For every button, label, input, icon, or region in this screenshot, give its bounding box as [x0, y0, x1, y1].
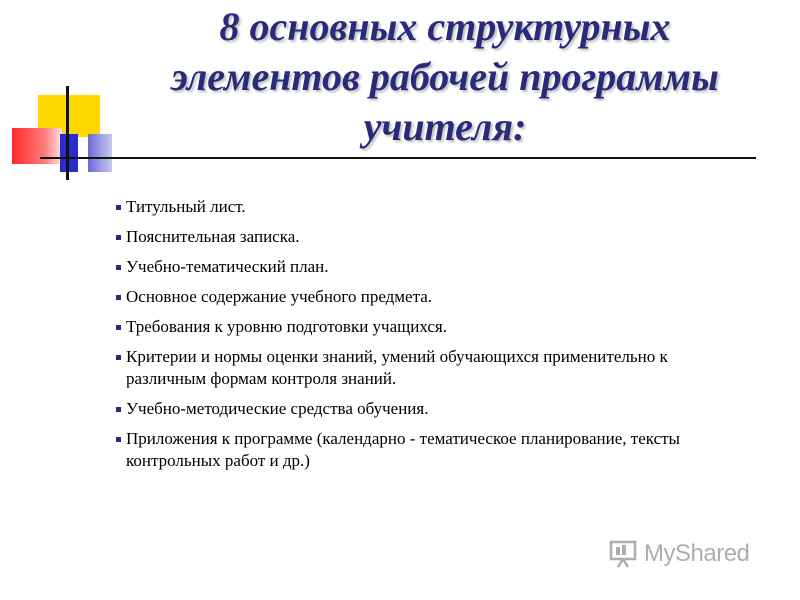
list-item	[116, 196, 716, 218]
blue-square	[60, 134, 78, 172]
list-item-text: Учебно-тематический план.	[126, 257, 329, 276]
list-item-text: Критерии и нормы оценки знаний, умений обучающихся применительно к различным формам контроля знаний.	[126, 347, 668, 388]
list-item-text: Основное содержание учебного предмета.	[126, 287, 433, 306]
decorative-squares	[0, 0, 120, 190]
title-line-2: элементов рабочей программы	[171, 54, 719, 99]
bullet-square-icon	[116, 407, 121, 412]
myshared-watermark	[608, 538, 749, 570]
title-line-1: 8 основных структурных	[219, 4, 671, 49]
light-blue-square	[88, 134, 112, 172]
bullet-square-icon	[116, 265, 121, 270]
bullet-square-icon	[116, 355, 121, 360]
list-item	[116, 428, 716, 472]
list-item-text: Приложения к программе (календарно - тематическое планирование, тексты контрольных работ и др.)	[126, 429, 680, 470]
list-item	[116, 286, 716, 308]
list-item-text: Пояснительная записка.	[126, 227, 300, 246]
watermark-text: MyShared	[644, 540, 750, 567]
title-line-3: учителя:	[363, 104, 527, 149]
bullet-square-icon	[116, 437, 121, 442]
list-item-text: Требования к уровню подготовки учащихся.	[126, 317, 447, 336]
list-item-text: Титульный лист.	[126, 197, 246, 216]
slide-title	[120, 2, 770, 152]
list-item	[116, 256, 716, 278]
title-underline	[40, 157, 756, 159]
bullet-square-icon	[116, 325, 121, 330]
list-item	[116, 226, 716, 248]
bullet-square-icon	[116, 295, 121, 300]
list-item	[116, 398, 716, 420]
vertical-divider	[66, 86, 69, 180]
bullet-list	[116, 196, 716, 480]
presentation-board-icon	[608, 539, 638, 569]
list-item	[116, 346, 716, 390]
list-item-text: Учебно-методические средства обучения.	[126, 399, 429, 418]
list-item	[116, 316, 716, 338]
bullet-square-icon	[116, 235, 121, 240]
bullet-square-icon	[116, 205, 121, 210]
